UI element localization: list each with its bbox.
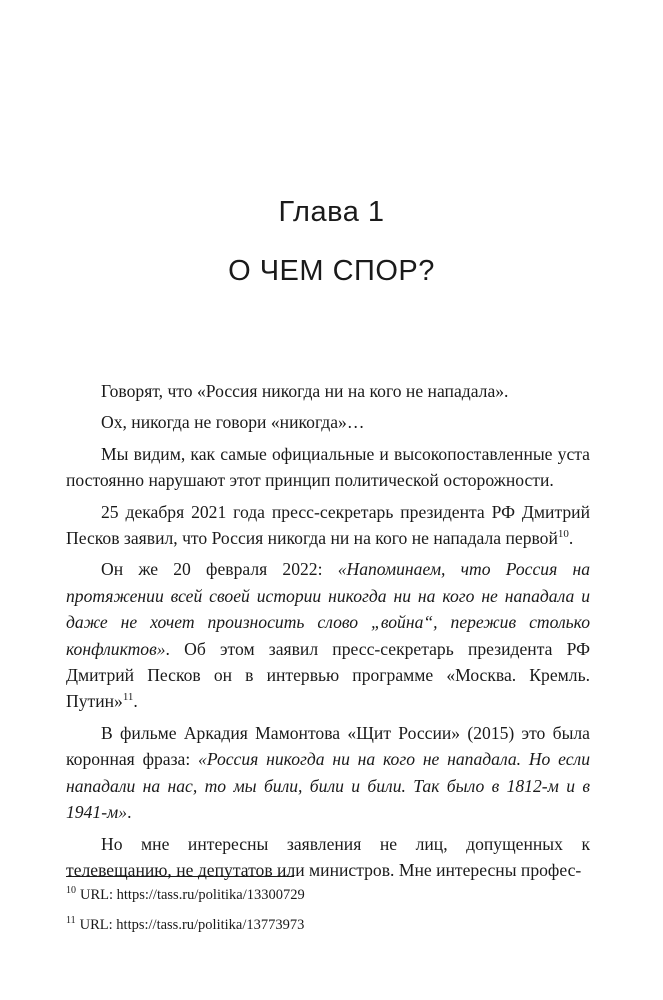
paragraph: [66, 499, 590, 552]
paragraph: [66, 556, 590, 714]
quotation: «Напоминаем, что Россия на протяжении всей своей истории никогда ни на кого не нападала и даже не хочет произносить слово „война“, пережив столько конфликтов»: [66, 559, 590, 659]
chapter-title: О ЧЕМ СПОР?: [228, 255, 435, 287]
paragraph-text: .: [127, 802, 132, 823]
paragraph: [66, 378, 590, 404]
footnotes: [66, 886, 590, 946]
paragraph-text: Говорят, что «Россия никогда ни на кого не нападала».: [101, 381, 509, 401]
paragraph-text: Мы видим, как самые официальные и высокопоставленные уста постоянно нарушают этот принцип политической осторожности.: [66, 443, 590, 491]
footnote-11: [66, 916, 590, 934]
paragraph-text: Он же 20 февраля 2022:: [101, 559, 338, 580]
paragraph-text: Ох, никогда не говори «никогда»…: [101, 412, 365, 433]
paragraph: [66, 441, 590, 494]
paragraph-text: В фильме Аркадия Мамонтова «Щит России» (2015) это была коронная фраза:: [66, 722, 590, 770]
paragraph: [66, 720, 590, 826]
paragraph-text: .: [133, 691, 138, 712]
footnote-text: URL: https://tass.ru/politika/13773973: [79, 917, 305, 933]
footnote-number: 10: [66, 885, 76, 897]
footnote-number: 11: [66, 915, 76, 927]
paragraph-text: . Об этом заявил пресс-секретарь президента РФ Дмитрий Песков он в интервью программе «Москва. Кремль. Путин»: [66, 638, 590, 712]
chapter-label: Глава 1: [278, 196, 385, 228]
footnote-text: URL: https://tass.ru/politika/13300729: [80, 887, 305, 903]
footnote-10: [66, 886, 590, 904]
paragraph-text: 25 декабря 2021 года пресс-секретарь президента РФ Дмитрий Песков заявил, что Россия никогда ни на кого не нападала первой: [66, 501, 590, 549]
body-text: [66, 378, 590, 888]
footnote-divider: [66, 876, 294, 877]
paragraph-text: Но мне интересны заявления не лиц, допущенных к телевещанию, не депутатов или министров. Мне интересны профес-: [66, 833, 590, 880]
quotation: «Россия никогда ни на кого не нападала. Но если нападали на нас, то мы били, били и били. Так было в 1812-м и в 1941-м»: [66, 749, 590, 823]
footnote-ref: 11: [122, 691, 134, 704]
paragraph: [66, 409, 590, 435]
paragraph-text: .: [568, 528, 574, 549]
footnote-ref: 10: [557, 528, 569, 541]
